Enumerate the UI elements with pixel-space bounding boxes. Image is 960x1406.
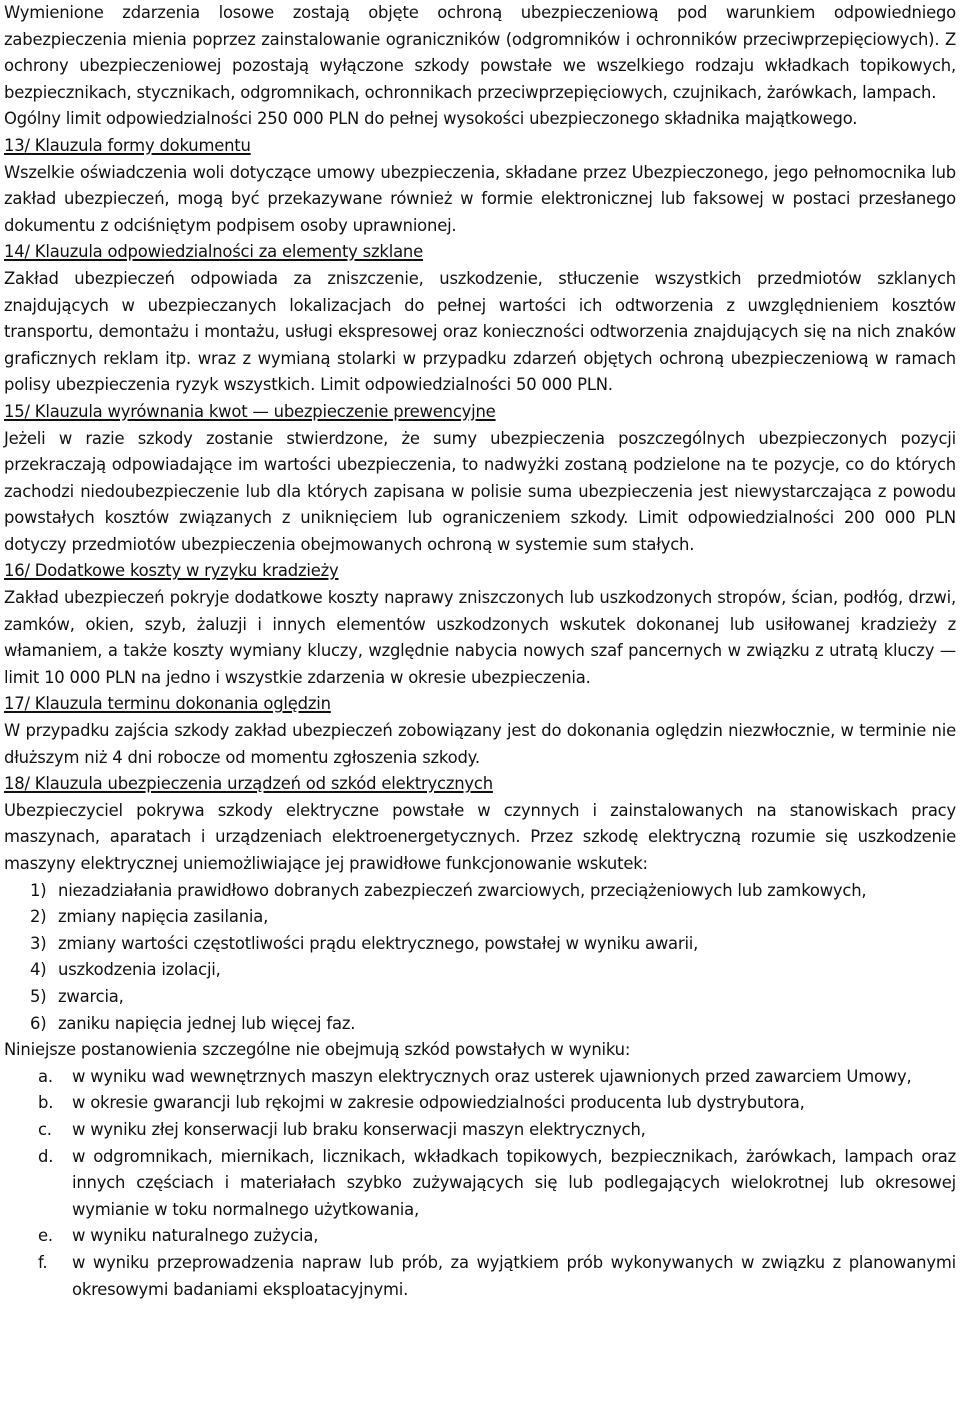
clause-13 xyxy=(4,133,956,239)
list-item-text: w wyniku złej konserwacji lub braku konserwacji maszyn elektrycznych, xyxy=(72,1119,646,1139)
list-item xyxy=(4,1223,956,1250)
list-item-text: zwarcia, xyxy=(58,986,124,1006)
list-item xyxy=(4,1117,956,1144)
list-marker: 6) xyxy=(30,1013,47,1033)
intro-paragraph: Wymienione zdarzenia losowe zostają objęte ochroną ubezpieczeniową pod warunkiem odpowiedniego zabezpieczenia mienia poprzez zainstalowanie ograniczników (odgromników i ochronników przeciwprzepięciowych). Z ochrony ubezpieczeniowej pozostają wyłączone szkody powstałe we wszelkiego rodzaju wkładkach topikowych, bezpiecznikach, stycznikach, odgromnikach, ochronnikach przeciwprzepięciowych, czujnikach, żarówkach, lampach. xyxy=(4,3,956,102)
clause-text: Wszelkie oświadczenia woli dotyczące umowy ubezpieczenia, składane przez Ubezpieczonego, jego pełnomocnika lub zakład ubezpieczeń, mogą być przekazywane również w formie elektronicznej lub faksowej w postaci przesłanego dokumentu z odciśniętym podpisem osoby uprawnionej. xyxy=(4,162,956,235)
clause-text: Zakład ubezpieczeń pokryje dodatkowe koszty naprawy zniszczonych lub uszkodzonych stropów, ścian, podłóg, drzwi, zamków, okien, szyb, żaluzji i innych elementów uszkodzonych wskutek dokonanej lub usiłowanej kradzieży z włamaniem, a także koszty wymiany kluczy, względnie nabycia nowych szaf pancernych w związku z utratą kluczy — limit 10 000 PLN na jedno i wszystkie zdarzenia w okresie ubezpieczenia. xyxy=(4,588,956,687)
clause-text: Jeżeli w razie szkody zostanie stwierdzone, że sumy ubezpieczenia poszczególnych ubezpieczonych pozycji przekraczają odpowiadające im wartości ubezpieczenia, to nadwyżki zostaną podzielone na te pozycje, co do których zachodzi niedoubezpieczenie lub dla których zapisana w polisie suma ubezpieczenia jest niewystarczająca z powodu powstałych kosztów związanych z uniknięciem lub ograniczeniem szkody. Limit odpowiedzialności 200 000 PLN dotyczy przedmiotów ubezpieczenia obejmowanych ochroną w systemie sum stałych. xyxy=(4,428,956,554)
list-marker: c. xyxy=(38,1119,52,1139)
list-item xyxy=(4,984,956,1011)
list-item xyxy=(4,1064,956,1091)
list-item xyxy=(4,1090,956,1117)
list-item-text: uszkodzenia izolacji, xyxy=(58,960,221,980)
list-marker: 1) xyxy=(30,880,47,900)
list-item xyxy=(4,931,956,958)
list-item-text: niezadziałania prawidłowo dobranych zabezpieczeń zwarciowych, przeciążeniowych lub zamkowych, xyxy=(58,880,867,900)
electrical-causes-list xyxy=(4,878,956,1038)
list-marker: e. xyxy=(38,1226,53,1246)
list-item-text: w wyniku wad wewnętrznych maszyn elektrycznych oraz usterek ujawnionych przed zawarciem Umowy, xyxy=(72,1066,912,1086)
clause-16 xyxy=(4,558,956,691)
list-item xyxy=(4,957,956,984)
list-marker: 2) xyxy=(30,907,47,927)
list-item-text: zaniku napięcia jednej lub więcej faz. xyxy=(58,1013,356,1033)
clause-14 xyxy=(4,239,956,399)
list-item-text: zmiany wartości częstotliwości prądu elektrycznego, powstałej w wyniku awarii, xyxy=(58,933,699,953)
clause-heading: 18/ Klauzula ubezpieczenia urządzeń od szkód elektrycznych xyxy=(4,774,493,794)
list-item-text: w okresie gwarancji lub rękojmi w zakresie odpowiedzialności producenta lub dystrybutora, xyxy=(72,1093,805,1113)
list-marker: 3) xyxy=(30,933,47,953)
list-marker: d. xyxy=(38,1146,54,1166)
exclusions-intro: Niniejsze postanowienia szczególne nie obejmują szkód powstałych w wyniku: xyxy=(4,1040,631,1060)
list-marker: 4) xyxy=(30,960,47,980)
list-marker: 5) xyxy=(30,986,47,1006)
list-item-text: w wyniku przeprowadzenia napraw lub prób, za wyjątkiem prób wykonywanych w związku z planowanymi okresowymi badaniami eksploatacyjnymi. xyxy=(72,1252,956,1299)
clause-heading: 13/ Klauzula formy dokumentu xyxy=(4,135,251,155)
exclusions-list xyxy=(4,1064,956,1303)
list-item xyxy=(4,1250,956,1303)
list-item xyxy=(4,904,956,931)
list-item xyxy=(4,878,956,905)
list-item xyxy=(4,1011,956,1038)
clause-heading: 17/ Klauzula terminu dokonania oględzin xyxy=(4,694,331,714)
clause-heading: 14/ Klauzula odpowiedzialności za elementy szklane xyxy=(4,242,423,262)
list-item-text: w wyniku naturalnego zużycia, xyxy=(72,1226,319,1246)
intro-limit-paragraph: Ogólny limit odpowiedzialności 250 000 PLN do pełnej wysokości ubezpieczonego składnika majątkowego. xyxy=(4,109,858,129)
list-item-text: zmiany napięcia zasilania, xyxy=(58,907,269,927)
list-item-text: w odgromnikach, miernikach, licznikach, wkładkach topikowych, bezpiecznikach, żarówkach, lampach oraz innych częściach i materiałach szybko zużywających się lub podlegających wielokrotnej lub okresowej wymianie w toku normalnego użytkowania, xyxy=(72,1146,956,1219)
clause-18 xyxy=(4,771,956,1303)
clause-heading: 15/ Klauzula wyrównania kwot — ubezpieczenie prewencyjne xyxy=(4,401,496,421)
clause-15 xyxy=(4,399,956,559)
list-item xyxy=(4,1144,956,1224)
list-marker: a. xyxy=(38,1066,53,1086)
list-marker: b. xyxy=(38,1093,54,1113)
list-marker: f. xyxy=(38,1252,48,1272)
clause-text: Ubezpieczyciel pokrywa szkody elektryczne powstałe w czynnych i zainstalowanych na stanowiskach pracy maszynach, aparatach i urządzeniach elektroenergetycznych. Przez szkodę elektryczną rozumie się uszkodzenie maszyny elektrycznej uniemożliwiające jej prawidłowe funkcjonowanie wskutek: xyxy=(4,800,956,873)
clause-17 xyxy=(4,691,956,771)
clause-heading: 16/ Dodatkowe koszty w ryzyku kradzieży xyxy=(4,561,339,581)
clause-text: W przypadku zajścia szkody zakład ubezpieczeń zobowiązany jest do dokonania oględzin niezwłocznie, w terminie nie dłuższym niż 4 dni robocze od momentu zgłoszenia szkody. xyxy=(4,721,956,767)
clause-text: Zakład ubezpieczeń odpowiada za zniszczenie, uszkodzenie, stłuczenie wszystkich przedmiotów szklanych znajdujących w ubezpieczanych lokalizacjach do pełnej wartości ich odtworzenia z uwzględnieniem kosztów transportu, demontażu i montażu, usługi ekspresowej oraz konieczności odtworzenia znajdujących się na nich znaków graficznych reklam itp. wraz z wymianą stolarki w przypadku zdarzeń objętych ochroną ubezpieczeniową w ramach polisy ubezpieczenia ryzyk wszystkich. Limit odpowiedzialności 50 000 PLN. xyxy=(4,268,956,395)
